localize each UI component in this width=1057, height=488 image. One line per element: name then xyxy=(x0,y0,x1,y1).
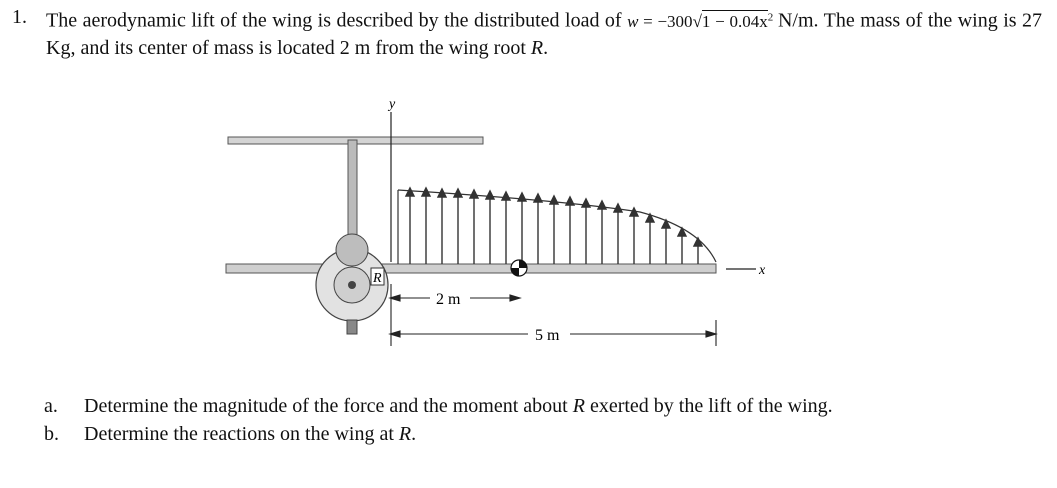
eq-root: 1 − 0.04x xyxy=(701,11,768,31)
load-arrows xyxy=(406,188,702,264)
line2-end: . xyxy=(543,36,549,59)
center-of-mass-symbol xyxy=(511,260,527,276)
sub-questions xyxy=(44,392,833,448)
load-equation: $w = -300√1 - 0.04x^2$ xyxy=(627,11,774,31)
part-a-tail: exerted by the lift of the wing. xyxy=(589,395,833,417)
eq-units: N/m. The xyxy=(777,9,855,32)
part-b-text: Determine the reactions on the wing at xyxy=(84,423,394,445)
eq-mid: = −300 xyxy=(643,11,693,31)
part-a-var: R xyxy=(572,395,585,417)
eq-lhs: w xyxy=(627,11,639,31)
wing xyxy=(226,264,716,273)
sub-question-a xyxy=(44,392,833,420)
x-axis-label: x xyxy=(759,263,766,278)
root-label: R xyxy=(373,271,382,286)
part-b-label: b. xyxy=(44,423,59,445)
sub-question-b xyxy=(44,420,833,448)
part-b-var: R xyxy=(398,423,412,445)
part-a-label: a. xyxy=(44,395,58,417)
root-var: R xyxy=(530,36,544,59)
eq-power: 2 xyxy=(767,11,774,23)
problem-intro: The aerodynamic lift of the wing is described by the distributed load of xyxy=(46,9,622,32)
y-axis-label: y xyxy=(389,97,396,112)
problem-line2: mass of the wing is 27 Kg, and its center of mass is located 2 m from the wing root xyxy=(46,9,1043,59)
part-a-text: Determine the magnitude of the force and the moment about xyxy=(84,395,568,417)
dimension-2m-label: 2 m xyxy=(436,291,461,308)
problem-number: 1. xyxy=(12,6,27,28)
part-b-tail: . xyxy=(411,423,417,445)
dimension-5m-label: 5 m xyxy=(535,327,560,344)
